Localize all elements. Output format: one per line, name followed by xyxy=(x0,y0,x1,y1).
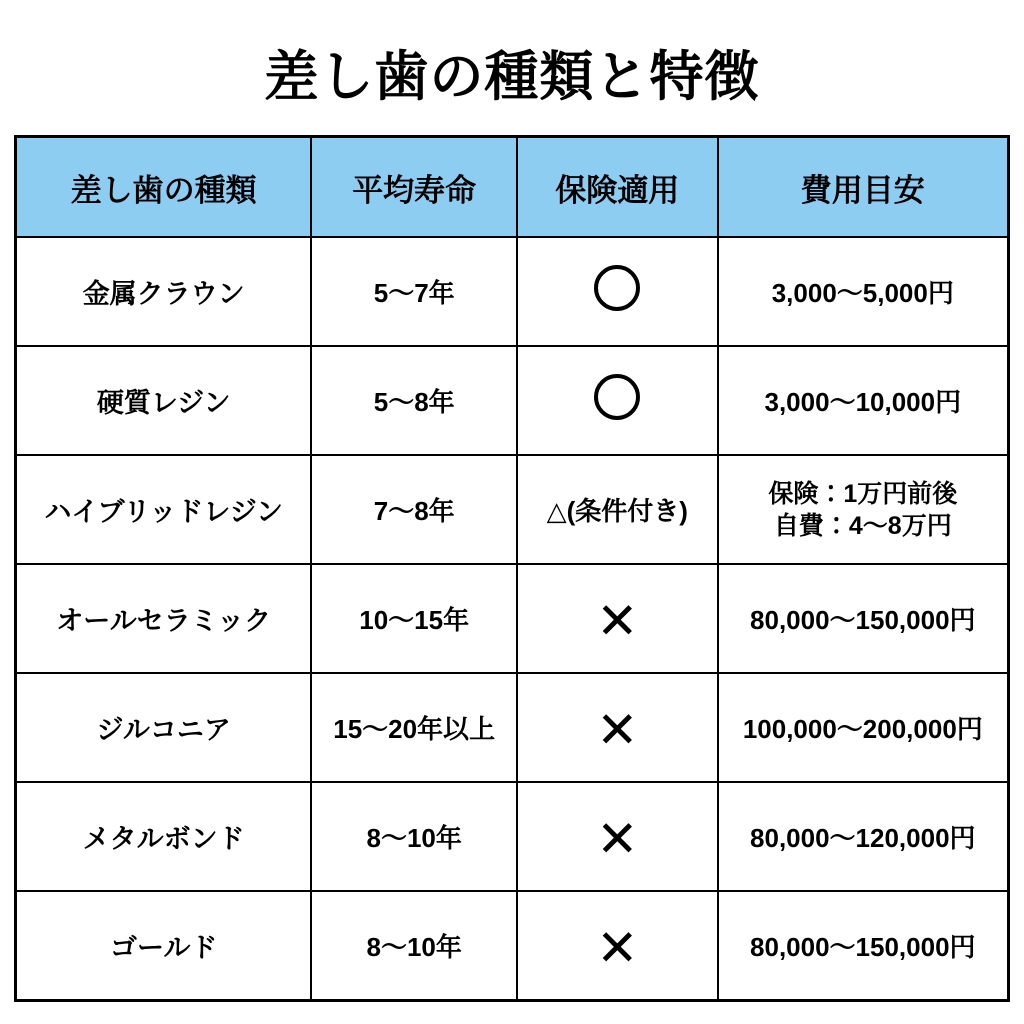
cell-type: ハイブリッドレジン xyxy=(16,455,312,564)
table-header xyxy=(16,137,1009,238)
cell-lifespan: 8〜10年 xyxy=(311,782,517,891)
cross-icon: ✕ xyxy=(596,592,639,649)
table-container xyxy=(0,135,1024,1002)
cell-type: メタルボンド xyxy=(16,782,312,891)
cell-type: ジルコニア xyxy=(16,673,312,782)
cell-lifespan: 15〜20年以上 xyxy=(311,673,517,782)
cell-cost: 3,000〜10,000円 xyxy=(718,346,1009,455)
cell-type: 金属クラウン xyxy=(16,237,312,346)
cell-cost: 80,000〜120,000円 xyxy=(718,782,1009,891)
table-row xyxy=(16,455,1009,564)
table-row xyxy=(16,891,1009,1001)
column-header-insurance: 保険適用 xyxy=(517,137,718,238)
cell-lifespan: 5〜8年 xyxy=(311,346,517,455)
cell-cost: 80,000〜150,000円 xyxy=(718,564,1009,673)
cell-insurance xyxy=(517,891,718,1001)
cell-lifespan: 5〜7年 xyxy=(311,237,517,346)
table-body xyxy=(16,237,1009,1001)
cell-lifespan: 10〜15年 xyxy=(311,564,517,673)
cell-insurance xyxy=(517,782,718,891)
cell-type: 硬質レジン xyxy=(16,346,312,455)
table-row xyxy=(16,346,1009,455)
column-header-lifespan: 平均寿命 xyxy=(311,137,517,238)
cell-cost: 3,000〜5,000円 xyxy=(718,237,1009,346)
cell-insurance: △(条件付き) xyxy=(517,455,718,564)
cell-lifespan: 8〜10年 xyxy=(311,891,517,1001)
cost-line-private: 自費：4〜8万円 xyxy=(773,511,952,540)
cell-cost: 80,000〜150,000円 xyxy=(718,891,1009,1001)
cell-insurance xyxy=(517,237,718,346)
cell-cost: 100,000〜200,000円 xyxy=(718,673,1009,782)
cell-insurance xyxy=(517,673,718,782)
dental-crown-comparison-table xyxy=(14,135,1010,1002)
table-row xyxy=(16,237,1009,346)
circle-icon xyxy=(594,265,640,311)
cross-icon: ✕ xyxy=(596,919,639,976)
cost-line-insurance: 保険：1万円前後 xyxy=(768,479,958,508)
cell-cost xyxy=(718,455,1009,564)
page-title: 差し歯の種類と特徴 xyxy=(264,47,760,107)
cross-icon: ✕ xyxy=(596,810,639,867)
table-row xyxy=(16,564,1009,673)
cell-insurance xyxy=(517,564,718,673)
cell-type: ゴールド xyxy=(16,891,312,1001)
cell-lifespan: 7〜8年 xyxy=(311,455,517,564)
table-row xyxy=(16,782,1009,891)
header-row xyxy=(16,137,1009,238)
cross-icon: ✕ xyxy=(596,701,639,758)
cell-insurance xyxy=(517,346,718,455)
column-header-cost: 費用目安 xyxy=(718,137,1009,238)
column-header-type: 差し歯の種類 xyxy=(16,137,312,238)
cell-type: オールセラミック xyxy=(16,564,312,673)
table-row xyxy=(16,673,1009,782)
circle-icon xyxy=(594,374,640,420)
